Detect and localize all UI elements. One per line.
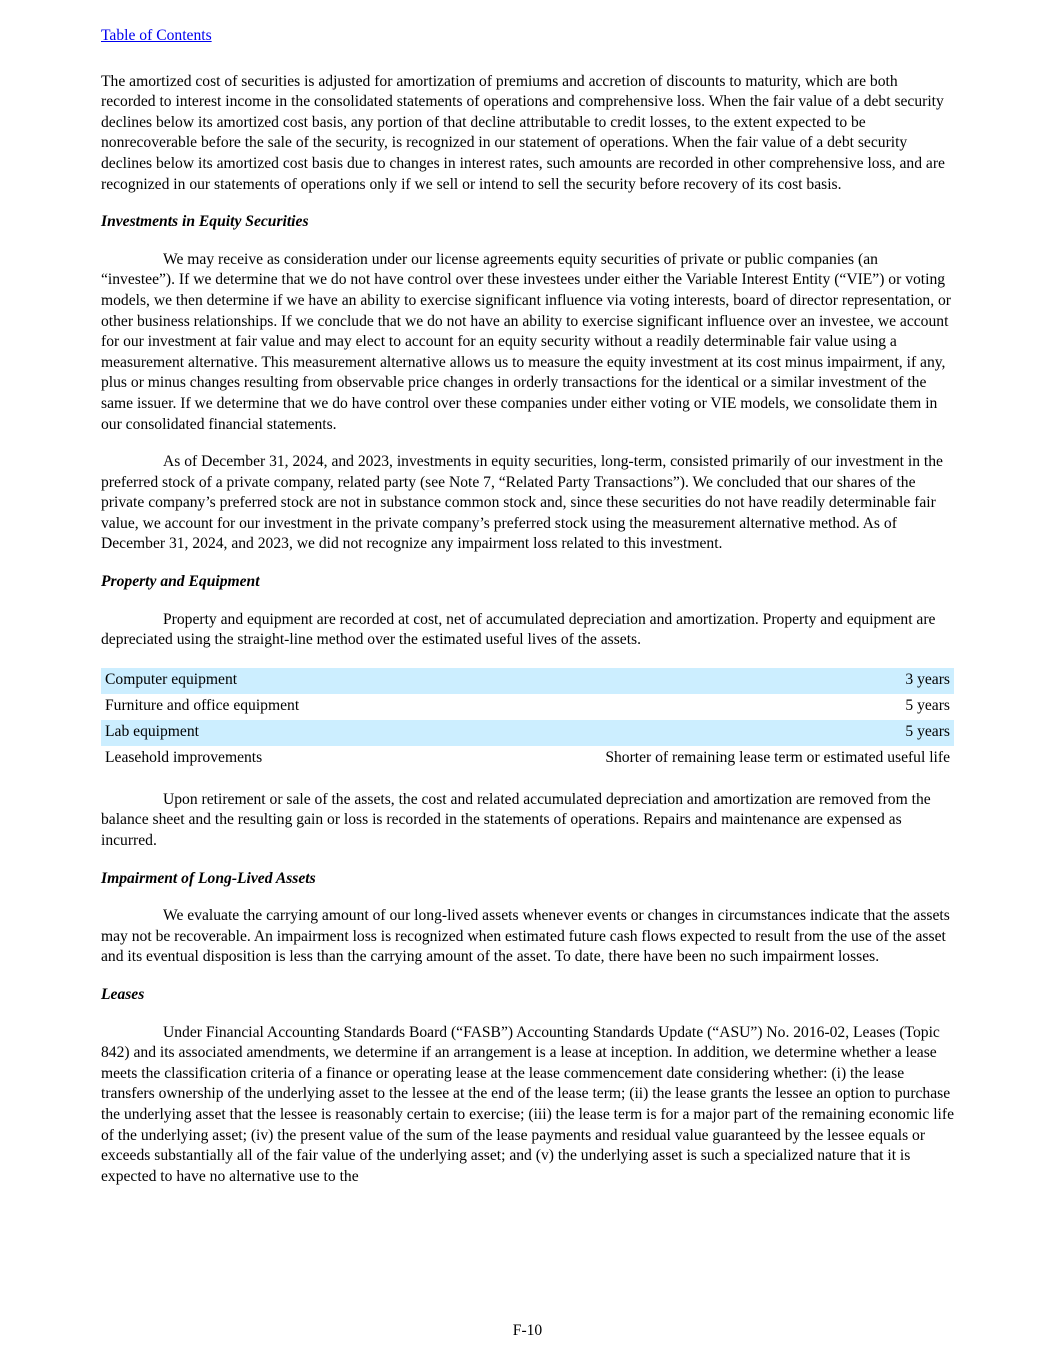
table-row <box>101 720 954 746</box>
property-equipment-paragraph-1: Property and equipment are recorded at cost, net of accumulated depreciation and amortization. Property and equipment are depreciated using the straight-line method over the estimated useful lives of the assets. <box>101 610 936 649</box>
asset-cell: Lab equipment <box>101 720 412 746</box>
impairment-paragraph: We evaluate the carrying amount of our long-lived assets whenever events or changes in circumstances indicate that the assets may not be recoverable. An impairment loss is recognized when estimated future cash flows expected to result from the use of the asset and its eventual disposition is less than the carrying amount of the asset. To date, there have been no such impairment losses. <box>101 907 950 966</box>
equity-securities-paragraph-2: As of December 31, 2024, and 2023, investments in equity securities, long-term, consisted primarily of our investment in the preferred stock of a private company, related party (see Note 7, “Related Party Transactions”). We concluded that our shares of the private company’s preferred stock are not in substance common stock and, since these securities do not have readily determinable fair value, we account for our investment in the private company’s preferred stock using the measurement alternative method. As of December 31, 2024, and 2023, we did not recognize any impairment loss related to this investment. <box>101 453 943 553</box>
equity-securities-heading: Investments in Equity Securities <box>101 213 309 231</box>
table-row <box>101 668 954 694</box>
useful-life-cell: Shorter of remaining lease term or estimated useful life <box>605 748 950 766</box>
table-row <box>101 694 954 720</box>
table-of-contents-link[interactable]: Table of Contents <box>101 27 212 44</box>
amortized-cost-paragraph: The amortized cost of securities is adjusted for amortization of premiums and accretion of discounts to maturity, which are both recorded to interest income in the consolidated statements of operations and comprehensive loss. When the fair value of a debt security declines below its amortized cost basis, any portion of that decline attributable to credit losses, to the extent expected to be nonrecoverable before the sale of the security, is recognized in our statement of operations. When the fair value of a debt security declines below its amortized cost basis due to changes in interest rates, such amounts are recorded in other comprehensive loss, and are recognized in our statements of operations only if we sell or intend to sell the security before recovery of its cost basis. <box>101 72 945 193</box>
asset-cell: Computer equipment <box>101 668 412 694</box>
leases-paragraph: Under Financial Accounting Standards Board (“FASB”) Accounting Standards Update (“ASU”) No. 2016-02, Leases (Topic 842) and its associated amendments, we determine if an arrangement is a lease at inception. In addition, we determine whether a lease meets the classification criteria of a finance or operating lease at the lease commencement date considering whether: (i) the lease transfers ownership of the underlying asset to the lessee at the end of the lease term; (ii) the lease grants the lessee an option to purchase the underlying asset that the lessee is reasonably certain to exercise; (iii) the lease term is for a major part of the remaining economic life of the underlying asset; (iv) the present value of the sum of the lease payments and residual value guaranteed by the lessee equals or exceeds substantially all of the fair value of the underlying asset; and (v) the underlying asset is such a specialized nature that it is expected to have no alternative use to the <box>101 1023 955 1185</box>
useful-lives-table <box>101 668 954 772</box>
leases-heading: Leases <box>101 986 145 1003</box>
property-equipment-paragraph-2: Upon retirement or sale of the assets, the cost and related accumulated depreciation and amortization are removed from the balance sheet and the resulting gain or loss is recorded in the statements of operations. Repairs and maintenance are expensed as incurred. <box>101 790 931 850</box>
asset-cell: Leasehold improvements <box>105 748 263 766</box>
impairment-heading: Impairment of Long-Lived Assets <box>101 869 316 887</box>
asset-cell: Furniture and office equipment <box>105 696 300 714</box>
page-number: F-10 <box>512 1322 543 1339</box>
property-equipment-heading: Property and Equipment <box>101 573 260 591</box>
table-row <box>101 746 954 772</box>
useful-life-cell: 5 years <box>412 720 954 746</box>
document-page <box>101 26 954 1204</box>
equity-securities-paragraph-1: We may receive as consideration under our license agreements equity securities of private or public companies (an “investee”). If we determine that we do not have control over these investees under either the Variable Interest Entity (“VIE”) or voting models, we then determine if we have an ability to exercise significant influence via voting interests, board of director representation, or other business relationships. If we conclude that we do not have an ability to exercise significant influence over an investee, we account for our investment at fair value and may elect to account for an equity security without a readily determinable fair value using a measurement alternative. This measurement alternative allows us to measure the equity investment at its cost minus impairment, if any, plus or minus changes resulting from observable price changes in orderly transactions for the identical or a similar investment of the same issuer. If we determine that we do have control over these companies under either voting or VIE models, we consolidate them in our consolidated financial statements. <box>101 250 951 433</box>
useful-life-cell: 3 years <box>412 668 954 694</box>
useful-life-cell: 5 years <box>905 696 950 714</box>
